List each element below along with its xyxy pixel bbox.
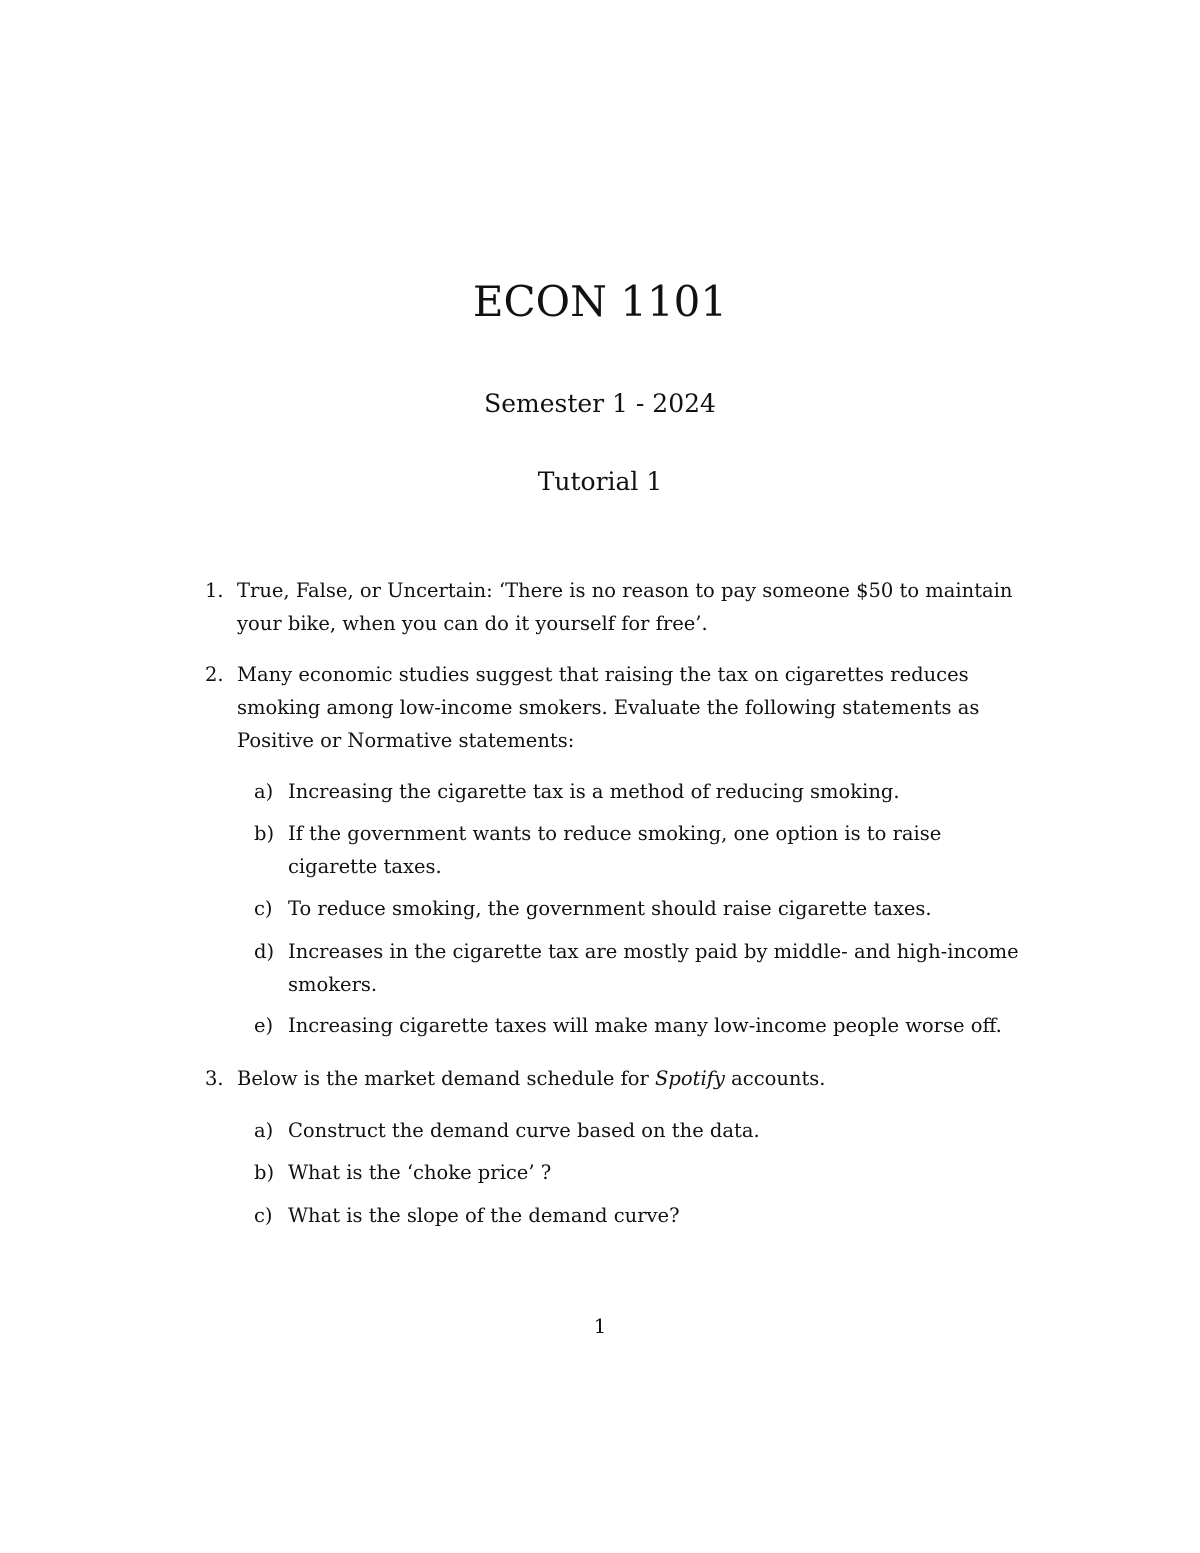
part-text: Increasing cigarette taxes will make many low-income people worse off.	[288, 1014, 1002, 1037]
page-number: 1	[593, 1314, 607, 1338]
question-2-part-a	[254, 775, 1029, 808]
question-3-part-c	[254, 1199, 1029, 1232]
tutorial-heading: Tutorial 1	[537, 467, 663, 496]
question-2-part-d	[254, 935, 1029, 1001]
question-number: 1.	[205, 579, 224, 602]
question-2-part-c	[254, 892, 1029, 925]
question-text: Many economic studies suggest that raising the tax on cigarettes reduces smoking among low-income smokers. Evaluate the following statements as Positive or Normative statements:	[237, 663, 980, 752]
part-label: a)	[254, 780, 274, 803]
part-text: Increases in the cigarette tax are mostly paid by middle- and high-income smokers.	[288, 940, 1019, 996]
question-3-part-a	[254, 1114, 1029, 1147]
part-label: d)	[254, 940, 275, 963]
part-text: To reduce smoking, the government should raise cigarette taxes.	[288, 897, 932, 920]
document-title: ECON 1101	[472, 277, 728, 326]
question-2-part-e	[254, 1009, 1029, 1042]
question-number: 3.	[205, 1067, 224, 1090]
part-label: a)	[254, 1119, 274, 1142]
question-number: 2.	[205, 663, 224, 686]
part-label: c)	[254, 897, 273, 920]
part-label: b)	[254, 822, 275, 845]
question-1	[205, 574, 1025, 640]
question-text	[237, 1062, 1025, 1095]
spotify-emphasis: Spotify	[655, 1067, 725, 1090]
semester-subtitle: Semester 1 - 2024	[484, 389, 716, 418]
question-text-start: Below is the market demand schedule for	[237, 1067, 649, 1090]
question-2-part-b	[254, 817, 1029, 883]
part-text: Increasing the cigarette tax is a method of reducing smoking.	[288, 780, 900, 803]
part-label: e)	[254, 1014, 274, 1037]
question-3-part-b	[254, 1156, 1029, 1189]
part-text: Construct the demand curve based on the data.	[288, 1119, 760, 1142]
part-label: c)	[254, 1204, 273, 1227]
part-text: If the government wants to reduce smoking, one option is to raise cigarette taxes.	[288, 822, 942, 878]
part-text: What is the ‘choke price’ ?	[288, 1161, 552, 1184]
part-text: What is the slope of the demand curve?	[288, 1204, 680, 1227]
question-text-end: accounts.	[731, 1067, 826, 1090]
question-text: True, False, or Uncertain: ‘There is no reason to pay someone $50 to maintain your bike, when you can do it yourself for free’.	[237, 579, 1013, 635]
part-label: b)	[254, 1161, 275, 1184]
question-2	[205, 658, 1025, 757]
question-3	[205, 1062, 1025, 1095]
